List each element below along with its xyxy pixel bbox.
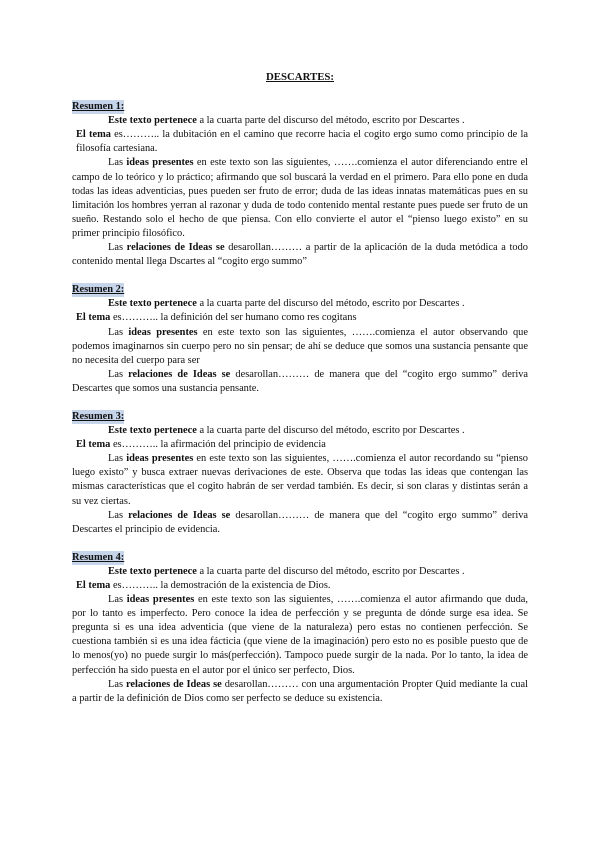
paragraph-text: desarollan……… a partir de la aplicación de la duda metódica a todo contenido mental llega Dscartes al “cogito ergo summo” bbox=[72, 242, 529, 268]
bold-label: Este texto pertenece bbox=[108, 565, 197, 577]
paragraph-prefix: Las bbox=[108, 242, 127, 254]
bold-label: El tema bbox=[76, 129, 111, 141]
paragraph-text: a la cuarta parte del discurso del método, escrito por Descartes . bbox=[196, 425, 465, 437]
paragraph-relations bbox=[72, 678, 528, 706]
bold-label: ideas presentes bbox=[126, 157, 194, 169]
paragraph-prefix: Las bbox=[108, 678, 126, 690]
paragraph-theme bbox=[72, 579, 528, 593]
paragraph-relations bbox=[72, 509, 528, 537]
bold-label: relaciones de Ideas se bbox=[128, 368, 231, 380]
section-heading: Resumen 4: bbox=[72, 551, 124, 565]
paragraph-ideas bbox=[72, 156, 528, 241]
paragraph-relations bbox=[72, 368, 528, 396]
paragraph-text: es……….. la afirmación del principio de evidencia bbox=[110, 439, 326, 451]
bold-label: El tema bbox=[76, 439, 111, 451]
paragraph-ideas bbox=[72, 593, 528, 678]
paragraph-text: en este texto son las siguientes, …….comienza el autor diferenciando entre el campo de lo teórico y lo práctico; afirmando que sol buscará la verdad en el primero. Para ello pone en duda todas las ideas adventicias, pues pueden ser fruto de error; duda de las ideas innatas matemáticas pues en su limitación los hombres yerran al razonar y duda de todo contenido mental restante pues puede ser fruto de un sueño. Restando solo el hecho de que piensa. Con ello convierte el autor el “pienso luego existo” en su primer principio filosófico. bbox=[72, 157, 528, 239]
bold-label: Este texto pertenece bbox=[108, 298, 197, 310]
paragraph-prefix: Las bbox=[108, 368, 129, 380]
paragraph-text: desarollan……… de manera que del “cogito ergo summo” deriva Descartes el principio de evidencia. bbox=[72, 509, 529, 535]
summary-section-2 bbox=[72, 283, 528, 396]
summary-section-3 bbox=[72, 410, 528, 537]
bold-label: Este texto pertenece bbox=[108, 425, 197, 437]
bold-label: ideas presentes bbox=[126, 453, 194, 465]
paragraph-ideas bbox=[72, 326, 528, 368]
summary-section-1 bbox=[72, 100, 528, 269]
paragraph-prefix: Las bbox=[108, 326, 129, 338]
paragraph-theme bbox=[72, 438, 528, 452]
paragraph-theme bbox=[72, 128, 528, 156]
paragraph-text: a la cuarta parte del discurso del método, escrito por Descartes . bbox=[196, 298, 465, 310]
paragraph-text: a la cuarta parte del discurso del método, escrito por Descartes . bbox=[196, 565, 465, 577]
bold-label: ideas presentes bbox=[128, 326, 198, 338]
bold-label: ideas presentes bbox=[126, 594, 195, 606]
section-heading: Resumen 1: bbox=[72, 100, 124, 114]
paragraph-text: a la cuarta parte del discurso del método, escrito por Descartes . bbox=[196, 115, 465, 127]
paragraph-text: es……….. la demostración de la existencia de Dios. bbox=[110, 580, 331, 591]
paragraph-text: desarollan……… con una argumentación Propter Quid mediante la cual a partir de la definición de Dios como ser perfecto se deduce su existencia. bbox=[72, 678, 528, 704]
paragraph-prefix: Las bbox=[108, 453, 127, 465]
paragraph-relations bbox=[72, 241, 528, 269]
bold-label: relaciones de Ideas se bbox=[125, 678, 222, 690]
paragraph-theme bbox=[72, 311, 528, 325]
paragraph-text: es……….. la dubitación en el camino que recorre hacia el cogito ergo sumo como principio de la filosofía cartesiana. bbox=[76, 129, 528, 155]
paragraph-text: en este texto son las siguientes, …….comienza el autor observando que podemos imaginarnos sin cuerpo pero no sin pensar; de ahí se deduce que somos una sustancia pensante que no necesita del cuerpo para ser bbox=[72, 326, 528, 366]
document-title: DESCARTES: bbox=[265, 71, 335, 83]
paragraph-source bbox=[72, 297, 528, 311]
summary-section-4 bbox=[72, 551, 528, 706]
paragraph-source bbox=[72, 424, 528, 438]
paragraph-prefix: Las bbox=[108, 594, 127, 606]
paragraph-prefix: Las bbox=[108, 509, 129, 521]
paragraph-source bbox=[72, 114, 528, 128]
paragraph-source bbox=[72, 565, 528, 579]
bold-label: El tema bbox=[76, 580, 111, 591]
bold-label: El tema bbox=[76, 312, 111, 324]
section-heading: Resumen 3: bbox=[72, 410, 124, 424]
paragraph-text: en este texto son las siguientes, …….comienza el autor afirmando que duda, por lo tanto es imperfecto. Pero conoce la idea de perfección y se pregunta de dónde surge esa idea. Se pregunta si es una idea adventicia (que viene de la naturaleza) pero estas no contienen perfección. Se cuestiona también si es una idea fácticia (que viene de la imaginación) pero esto no es posible puesto que de lo menos(yo) no puede surgir lo más(perfección). Tampoco puede surgir de la nada. Por lo tanto, la idea de perfección ha sido puesta en el autor por el único ser perfecto, Dios. bbox=[72, 594, 528, 676]
paragraph-ideas bbox=[72, 452, 528, 508]
bold-label: relaciones de Ideas se bbox=[126, 242, 225, 254]
paragraph-prefix: Las bbox=[108, 157, 127, 169]
paragraph-text: en este texto son las siguientes, …….comienza el autor recordando su “pienso luego existo” y busca extraer nuevas derivaciones de este. Observa que todas las ideas que contengan las mismas características que el cogito habrán de ser verdad también. Es decir, si son claras y distintas serán a su vez ciertas. bbox=[72, 453, 528, 507]
section-heading: Resumen 2: bbox=[72, 283, 124, 297]
bold-label: relaciones de Ideas se bbox=[128, 509, 231, 521]
paragraph-text: desarollan……… de manera que del “cogito ergo summo” deriva Descartes que somos una sustancia pensante. bbox=[72, 368, 529, 394]
paragraph-text: es……….. la definición del ser humano como res cogitans bbox=[110, 312, 357, 324]
bold-label: Este texto pertenece bbox=[108, 115, 197, 127]
